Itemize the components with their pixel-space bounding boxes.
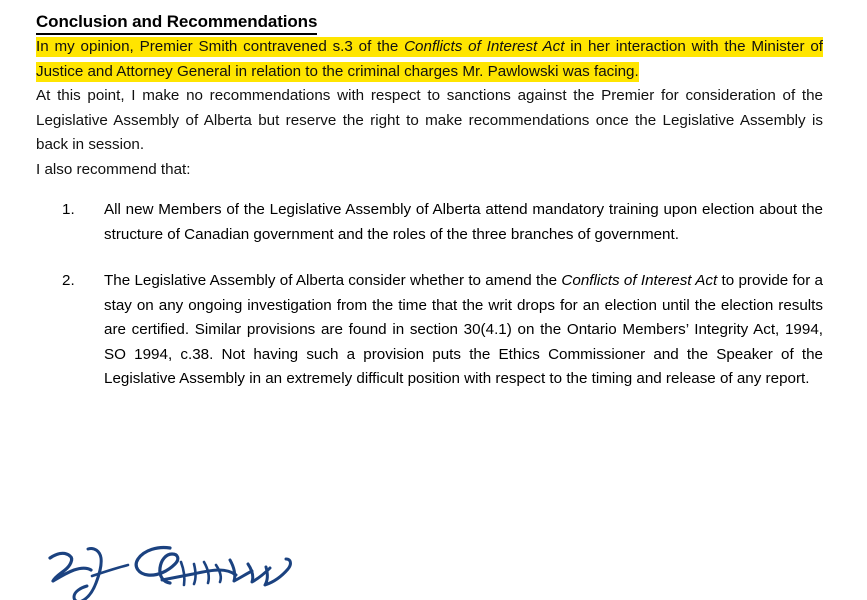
- list-item-marker: 2.: [62, 272, 75, 289]
- document-content: [36, 0, 823, 392]
- rec2-text-part-2: to provide for a stay on any ongoing investigation from the time that the writ drops for an election until the election results are certified. Similar provisions are found in section 30(4.1) on the Ontario Members’ Integrity Act, 1994, SO 1994, c.38. Not having such a provision puts the Ethics Commissioner and the Speaker of the Legislative Assembly in an extremely difficult position with respect to the timing and release of any report.: [104, 272, 823, 387]
- list-item: [36, 198, 823, 247]
- list-item-text: All new Members of the Legislative Assembly of Alberta attend mandatory training upon election about the structure of Canadian government and the roles of the three branches of government.: [104, 201, 823, 243]
- page-title: Conclusion and Recommendations: [36, 0, 317, 35]
- list-item-text: [104, 272, 823, 387]
- recommendations-list: [36, 198, 823, 392]
- signature-image: [44, 534, 344, 600]
- rec2-text-part-1: The Legislative Assembly of Alberta consider whether to amend the: [104, 272, 562, 289]
- opinion-text-part-2: in her interaction with the Minister of Justice and Attorney General in relation to the criminal charges Mr. Pawlowski was facing.: [36, 38, 824, 80]
- paragraph-recommend-intro: I also recommend that:: [36, 160, 191, 178]
- paragraph-opinion: [36, 35, 823, 84]
- list-item-marker: 1.: [62, 201, 75, 218]
- list-item: [36, 269, 823, 392]
- heading-wrapper: [36, 0, 823, 35]
- opinion-text-part-1: In my opinion, Premier Smith contravened s.3 of the: [36, 38, 405, 55]
- signature-icon: [44, 534, 344, 600]
- act-title-italic: Conflicts of Interest Act: [404, 38, 565, 55]
- paragraph-sanctions: At this point, I make no recommendations with respect to sanctions against the Premier for consideration of the Legislative Assembly of Alberta but reserve the right to make recommendations once the Legislative Assembly is back in session.: [36, 87, 823, 153]
- act-title-italic: Conflicts of Interest Act: [561, 272, 718, 289]
- highlighted-text: [36, 37, 823, 82]
